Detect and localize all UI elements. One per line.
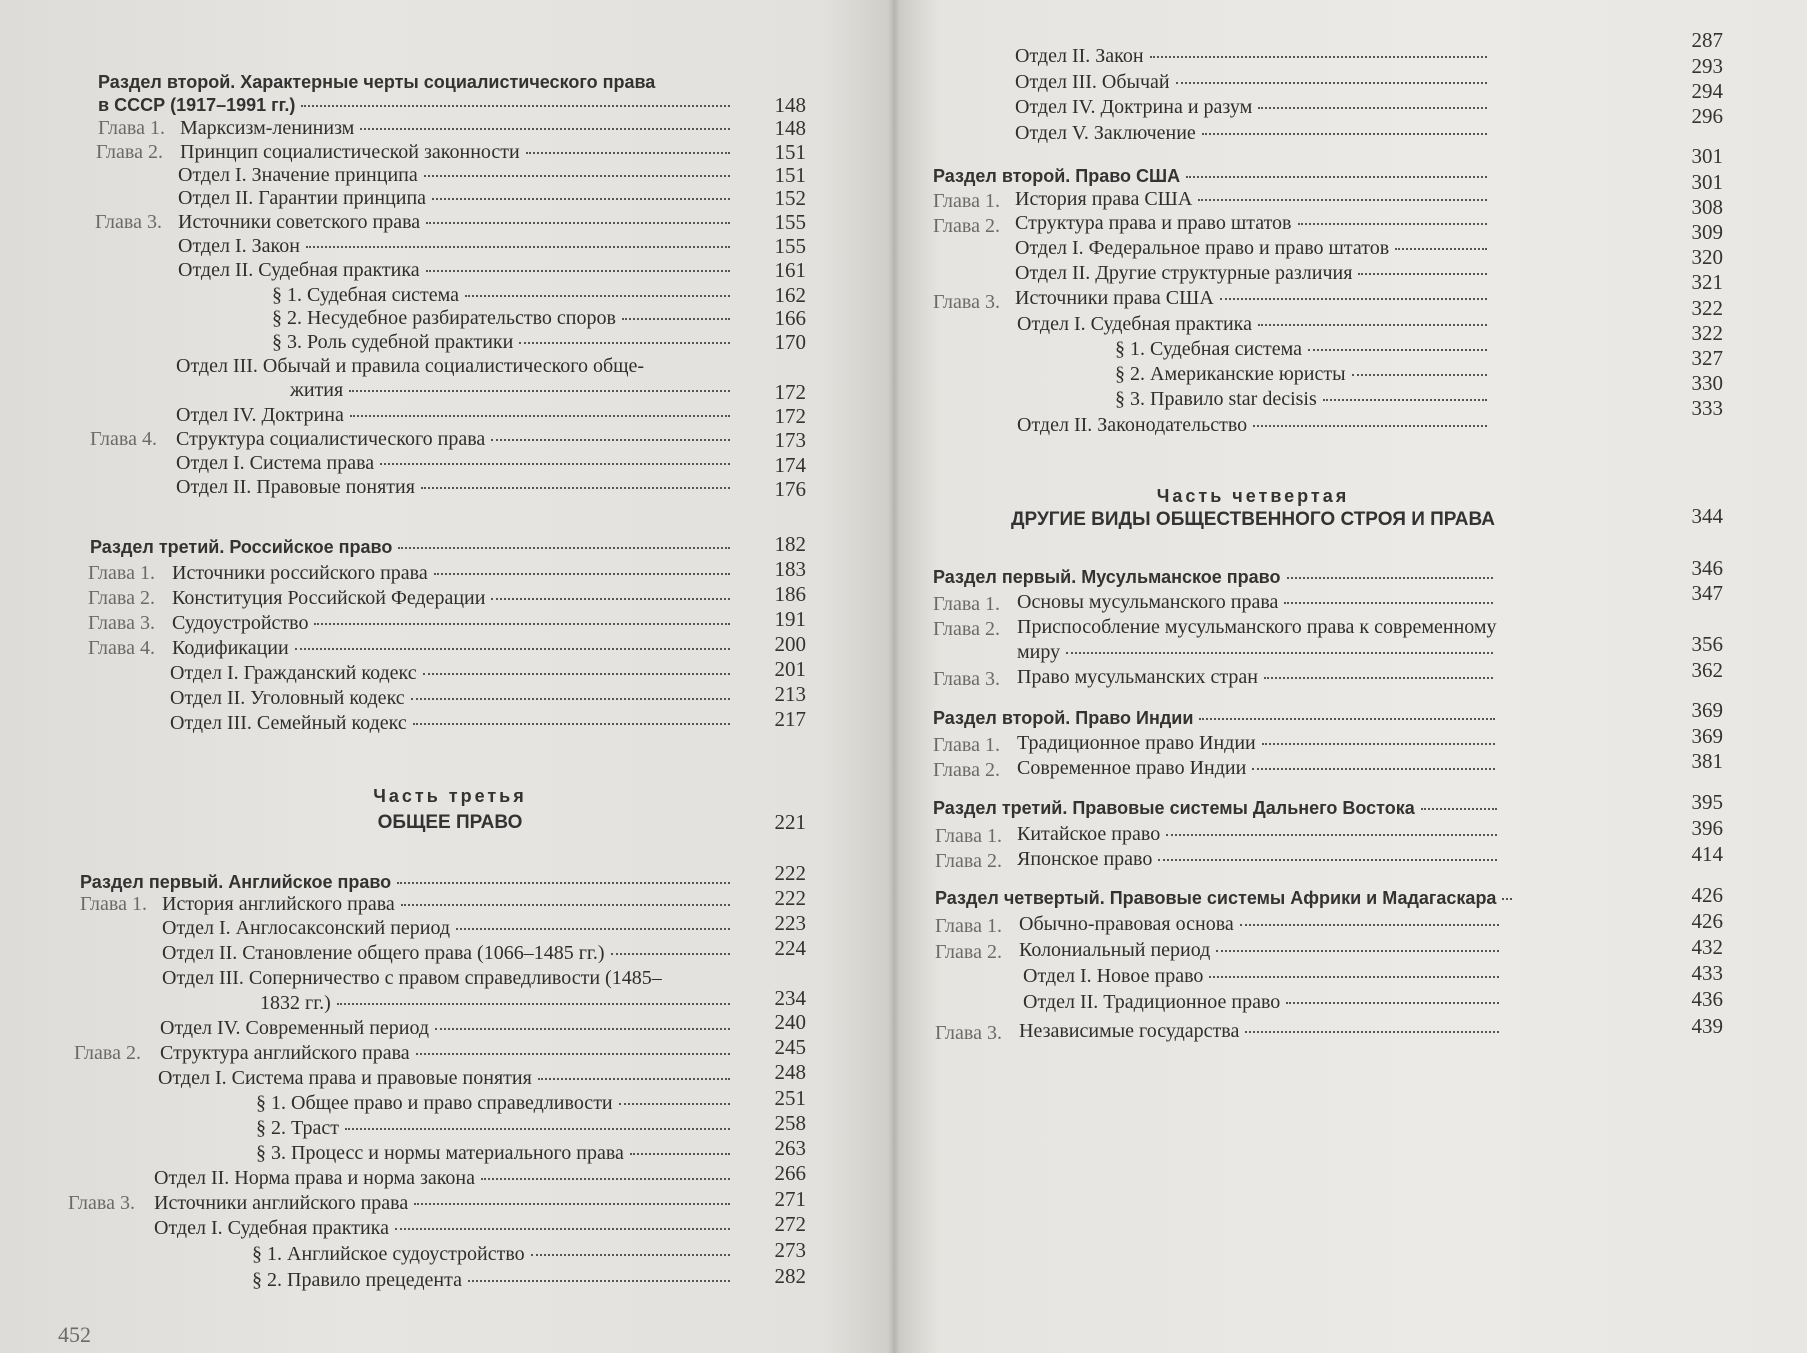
page-number: 222 — [774, 861, 806, 885]
toc-entry: § 3. Правило star decisis — [1115, 387, 1491, 412]
chapter-title: Обычно-правовая основа — [1019, 912, 1503, 937]
toc-entry: Отдел II. Традиционное право — [1023, 990, 1503, 1015]
chapter-title: Конституция Российской Федерации — [172, 586, 734, 611]
toc-entry: Отдел V. Заключение — [1015, 121, 1491, 146]
chapter-title: Структура права и право штатов — [1015, 211, 1491, 236]
page-number: 223 — [774, 911, 806, 935]
chapter-label: Глава 2. — [935, 941, 1002, 963]
chapter-title: Независимые государства — [1019, 1019, 1503, 1044]
page-number: 356 — [1691, 632, 1723, 656]
section-heading: Раздел третий. Российское право — [90, 535, 734, 560]
chapter-label: Глава 3. — [933, 291, 1000, 313]
chapter-label: Глава 2. — [88, 587, 155, 609]
section-heading-cont — [98, 93, 734, 118]
page-number: 309 — [1691, 220, 1723, 244]
page-number: 222 — [774, 886, 806, 910]
chapter-title: Колониальный период — [1019, 938, 1503, 963]
page-number: 293 — [1691, 54, 1723, 78]
chapter-title: Право мусульманских стран — [1017, 665, 1497, 690]
page-number: 173 — [774, 428, 806, 452]
chapter-label: Глава 1. — [98, 117, 165, 139]
toc-entry: § 2. Траст — [256, 1116, 734, 1141]
chapter-label: Глава 1. — [80, 893, 147, 915]
toc-entry: § 2. Американские юристы — [1115, 362, 1491, 387]
page-number: 248 — [774, 1060, 806, 1084]
toc-entry: Отдел I. Система права и правовые понятия — [158, 1066, 734, 1091]
page-number: 322 — [1691, 321, 1723, 345]
chapter-title: Современное право Индии — [1017, 756, 1499, 781]
toc-entry: Отдел III. Обычай — [1015, 70, 1491, 95]
page-number: 344 — [1691, 504, 1723, 528]
page-number: 155 — [774, 210, 806, 234]
chapter-title: Судоустройство — [172, 611, 734, 636]
page-number: 151 — [774, 140, 806, 164]
page-number: 294 — [1691, 79, 1723, 103]
toc-entry: Отдел II. Становление общего права (1066–1485 гг.) — [162, 941, 734, 966]
page-number: 439 — [1691, 1014, 1723, 1038]
chapter-label: Глава 2. — [933, 759, 1000, 781]
chapter-label: Глава 2. — [935, 850, 1002, 872]
section-heading: Раздел первый. Английское право — [80, 870, 734, 895]
page-folio: 452 — [58, 1322, 91, 1347]
section-heading: Раздел третий. Правовые системы Дальнего Востока — [933, 796, 1501, 821]
chapter-label: Глава 3. — [95, 211, 162, 233]
toc-entry: Отдел I. Федеральное право и право штатов — [1015, 236, 1491, 261]
toc-entry: Отдел II. Другие структурные различия — [1015, 261, 1491, 286]
toc-entry: Отдел II. Норма права и норма закона — [154, 1166, 734, 1191]
page-number: 148 — [774, 93, 806, 117]
toc-entry: § 3. Процесс и нормы материального права — [256, 1141, 734, 1166]
page-number: 266 — [774, 1161, 806, 1185]
chapter-label: Глава 4. — [90, 428, 157, 450]
chapter-title: Китайское право — [1017, 822, 1501, 847]
toc-entry: § 1. Судебная система — [272, 283, 734, 308]
chapter-label: Глава 1. — [933, 734, 1000, 756]
page-number: 271 — [774, 1187, 806, 1211]
page-number: 213 — [774, 682, 806, 706]
page-number: 240 — [774, 1010, 806, 1034]
section-heading: Раздел четвертый. Правовые системы Африки и Мадагаскара — [935, 886, 1503, 911]
chapter-label: Глава 1. — [88, 562, 155, 584]
toc-entry: Отдел II. Закон — [1015, 44, 1491, 69]
page-number: 151 — [774, 163, 806, 187]
page-number: 333 — [1691, 396, 1723, 420]
toc-entry: Отдел III. Обычай и правила социалистического обще- — [176, 355, 645, 377]
toc-entry: Отдел II. Уголовный кодекс — [170, 686, 734, 711]
toc-entry: Отдел III. Соперничество с правом справедливости (1485– — [162, 967, 662, 989]
page-number: 327 — [1691, 346, 1723, 370]
toc-entry: § 3. Роль судебной практики — [272, 330, 734, 355]
page-number: 426 — [1691, 909, 1723, 933]
toc-entry: Отдел IV. Доктрина и разум — [1015, 95, 1491, 120]
page-number: 200 — [774, 632, 806, 656]
toc-entry: § 1. Общее право и право справедливости — [256, 1091, 734, 1116]
chapter-label: Глава 1. — [935, 825, 1002, 847]
page-number: 272 — [774, 1212, 806, 1236]
chapter-title: Приспособление мусульманского права к современному — [1017, 616, 1497, 638]
chapter-title: Источники права США — [1015, 286, 1491, 311]
page-number: 221 — [774, 810, 806, 834]
page-number: 308 — [1691, 195, 1723, 219]
chapter-label: Глава 3. — [935, 1022, 1002, 1044]
chapter-title: Структура английского права — [160, 1041, 734, 1066]
toc-entry: Отдел I. Закон — [178, 234, 734, 259]
toc-entry: Отдел I. Англосаксонский период — [162, 916, 734, 941]
section-heading: Раздел второй. Право Индии — [933, 706, 1499, 731]
toc-entry: Отдел I. Судебная практика — [1017, 312, 1491, 337]
chapter-title: Структура социалистического права — [176, 427, 734, 452]
page-number: 234 — [774, 986, 806, 1010]
part-subtitle: ДРУГИЕ ВИДЫ ОБЩЕСТВЕННОГО СТРОЯ И ПРАВА — [1010, 509, 1496, 530]
page-number: 217 — [774, 707, 806, 731]
page-number: 414 — [1691, 842, 1723, 866]
page-number: 282 — [774, 1264, 806, 1288]
page-number: 172 — [774, 380, 806, 404]
page-number: 346 — [1691, 556, 1723, 580]
page-number: 155 — [774, 234, 806, 258]
page-number: 251 — [774, 1086, 806, 1110]
page-number: 258 — [774, 1111, 806, 1135]
toc-entry: § 2. Правило прецедента — [252, 1268, 734, 1293]
toc-entry: Отдел I. Гражданский кодекс — [170, 661, 734, 686]
page-number: 174 — [774, 453, 806, 477]
chapter-label: Глава 2. — [933, 618, 1000, 640]
toc-entry-cont: 1832 гг.) — [260, 991, 734, 1016]
chapter-label: Глава 1. — [933, 190, 1000, 212]
page-number: 152 — [774, 186, 806, 210]
toc-entry: Отдел II. Судебная практика — [178, 258, 734, 283]
page-number: 426 — [1691, 883, 1723, 907]
page-number: 186 — [774, 582, 806, 606]
page-number: 320 — [1691, 245, 1723, 269]
page-number: 245 — [774, 1035, 806, 1059]
page-number: 172 — [774, 404, 806, 428]
page-number: 301 — [1691, 170, 1723, 194]
chapter-title: Основы мусульманского права — [1017, 590, 1497, 615]
chapter-title: Традиционное право Индии — [1017, 731, 1499, 756]
page-number: 301 — [1691, 144, 1723, 168]
page-number: 432 — [1691, 935, 1723, 959]
chapter-label: Глава 4. — [88, 637, 155, 659]
toc-entry: Отдел II. Гарантии принципа — [178, 186, 734, 211]
page-number: 330 — [1691, 371, 1723, 395]
left-page — [0, 0, 893, 1353]
chapter-title: Марксизм-ленинизм — [180, 116, 734, 141]
chapter-label: Глава 3. — [68, 1192, 135, 1214]
page-number: 296 — [1691, 104, 1723, 128]
part-subtitle: ОБЩЕЕ ПРАВО — [377, 812, 523, 833]
page-number: 347 — [1691, 581, 1723, 605]
toc-entry: § 1. Судебная система — [1115, 337, 1491, 362]
page-number: 322 — [1691, 296, 1723, 320]
toc-entry-cont: жития — [290, 378, 734, 403]
chapter-label: Глава 2. — [933, 215, 1000, 237]
page-number: 183 — [774, 557, 806, 581]
toc-entry: Отдел I. Новое право — [1023, 964, 1503, 989]
toc-entry: Отдел IV. Доктрина — [176, 403, 734, 428]
page-number: 170 — [774, 330, 806, 354]
toc-entry: Отдел II. Законодательство — [1017, 413, 1491, 438]
toc-entry: Отдел I. Значение принципа — [178, 163, 734, 188]
right-page — [893, 0, 1807, 1353]
page-number: 191 — [774, 607, 806, 631]
page-number: 201 — [774, 657, 806, 681]
part-title: Часть четвертая — [1156, 486, 1350, 506]
toc-entry: Отдел I. Система права — [176, 451, 734, 476]
toc-entry: Отдел III. Семейный кодекс — [170, 711, 734, 736]
toc-entry: § 1. Английское судоустройство — [252, 1242, 734, 1267]
page-number: 369 — [1691, 724, 1723, 748]
page-number: 166 — [774, 306, 806, 330]
page-number: 436 — [1691, 987, 1723, 1011]
page-number: 287 — [1691, 28, 1723, 52]
chapter-label: Глава 3. — [88, 612, 155, 634]
chapter-label: Глава 1. — [935, 915, 1002, 937]
page-number: 224 — [774, 936, 806, 960]
page-number: 162 — [774, 283, 806, 307]
page-number: 263 — [774, 1136, 806, 1160]
section-title: в СССР (1917–1991 гг.) — [98, 95, 296, 115]
chapter-title: Источники российского права — [172, 561, 734, 586]
chapter-title: Кодификации — [172, 636, 734, 661]
page-number: 433 — [1691, 961, 1723, 985]
page-number: 273 — [774, 1238, 806, 1262]
toc-entry: Отдел II. Правовые понятия — [176, 475, 734, 500]
part-title: Часть третья — [373, 786, 527, 806]
page-number: 369 — [1691, 698, 1723, 722]
section-heading: Раздел первый. Мусульманское право — [933, 565, 1497, 590]
page-number: 161 — [774, 258, 806, 282]
section-heading: Раздел второй. Право США — [933, 164, 1491, 189]
page-number: 182 — [774, 532, 806, 556]
toc-entry: § 2. Несудебное разбирательство споров — [272, 306, 734, 331]
toc-entry: Отдел IV. Современный период — [160, 1016, 734, 1041]
page-number: 395 — [1691, 790, 1723, 814]
chapter-title: История права США — [1015, 187, 1491, 212]
chapter-label: Глава 2. — [96, 141, 163, 163]
chapter-label: Глава 2. — [74, 1042, 141, 1064]
chapter-title: Источники советского права — [178, 210, 734, 235]
page-number: 381 — [1691, 749, 1723, 773]
chapter-title: Источники английского права — [154, 1191, 734, 1216]
chapter-title: Принцип социалистической законности — [180, 140, 734, 165]
page-number: 176 — [774, 477, 806, 501]
page-number: 396 — [1691, 816, 1723, 840]
chapter-label: Глава 3. — [933, 668, 1000, 690]
book-gutter — [888, 0, 900, 1353]
section-heading: Раздел второй. Характерные черты социалистического права — [98, 72, 656, 92]
chapter-title: История английского права — [162, 892, 734, 917]
chapter-title-cont: миру — [1017, 640, 1497, 665]
chapter-label: Глава 1. — [933, 593, 1000, 615]
page-number: 321 — [1691, 270, 1723, 294]
page-number: 362 — [1691, 658, 1723, 682]
chapter-title: Японское право — [1017, 847, 1501, 872]
toc-entry: Отдел I. Судебная практика — [154, 1216, 734, 1241]
page-number: 148 — [774, 116, 806, 140]
